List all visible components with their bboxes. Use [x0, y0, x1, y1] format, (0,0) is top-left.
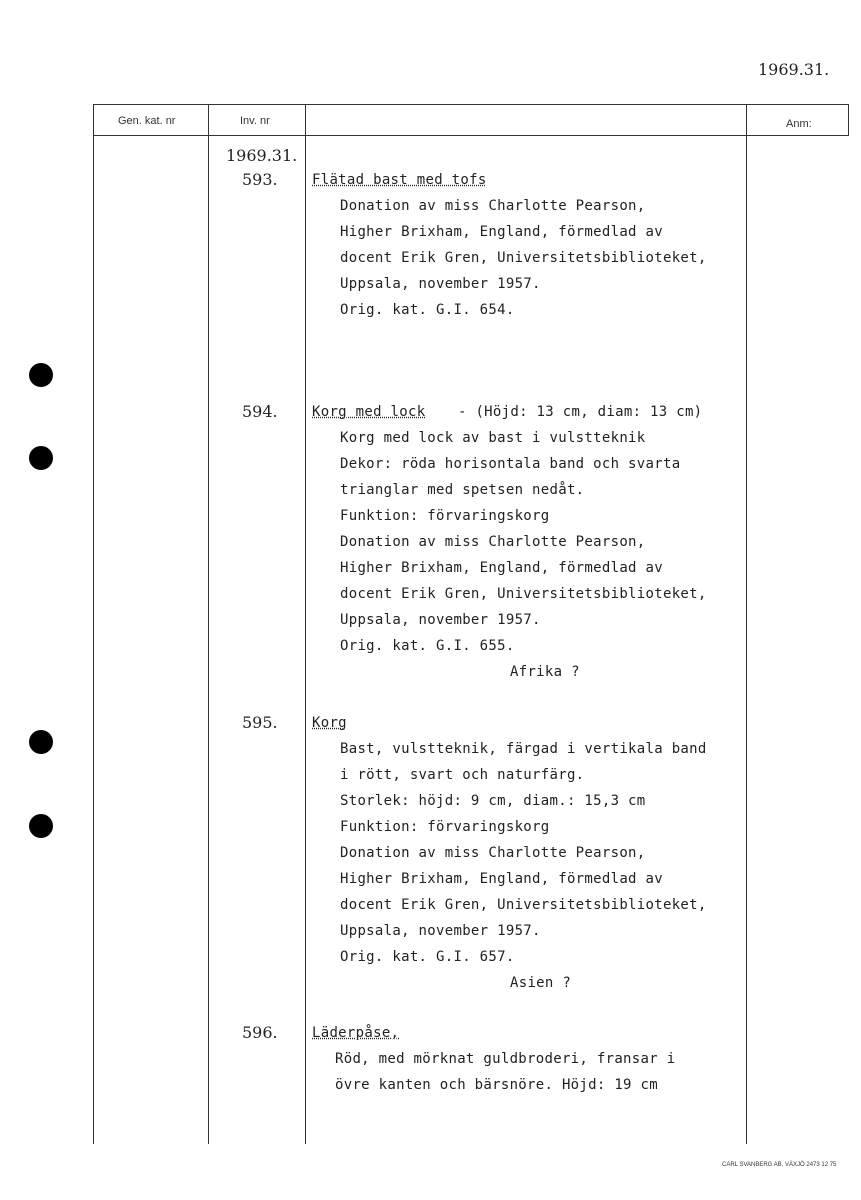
- entry-line: Donation av miss Charlotte Pearson,: [340, 845, 646, 861]
- header-inv-nr: Inv. nr: [240, 115, 270, 127]
- entry-line: docent Erik Gren, Universitetsbiblioteket,: [340, 897, 707, 913]
- entry-line: Donation av miss Charlotte Pearson,: [340, 534, 646, 550]
- entry-line: Higher Brixham, England, förmedlad av: [340, 224, 663, 240]
- inventory-number: 594.: [242, 402, 278, 421]
- entry-line: Uppsala, november 1957.: [340, 923, 541, 939]
- printer-footer: CARL SVANBERG AB, VÄXJÖ 2473 12 75: [722, 1162, 837, 1168]
- header-divider: [93, 135, 849, 136]
- entry-line: Uppsala, november 1957.: [340, 612, 541, 628]
- year-label: 1969.31.: [226, 146, 298, 165]
- entry-dimensions: - (Höjd: 13 cm, diam: 13 cm): [458, 404, 703, 420]
- table-top-border: [93, 104, 849, 105]
- entry-title: Korg med lock: [312, 404, 426, 420]
- entry-line: Bast, vulstteknik, färgad i vertikala band: [340, 741, 707, 757]
- entry-line: Röd, med mörknat guldbroderi, fransar i: [335, 1051, 676, 1067]
- entry-title: Korg: [312, 715, 347, 731]
- column-divider: [746, 104, 747, 1144]
- entry-line: Storlek: höjd: 9 cm, diam.: 15,3 cm: [340, 793, 646, 809]
- entry-line: Higher Brixham, England, förmedlad av: [340, 871, 663, 887]
- entry-line: Orig. kat. G.I. 657.: [340, 949, 515, 965]
- entry-line: docent Erik Gren, Universitetsbiblioteket,: [340, 250, 707, 266]
- entry-origin: Afrika ?: [510, 664, 580, 680]
- entry-line: Uppsala, november 1957.: [340, 276, 541, 292]
- entry-line: Dekor: röda horisontala band och svarta: [340, 456, 681, 472]
- entry-line: Funktion: förvaringskorg: [340, 508, 550, 524]
- entry-line: Orig. kat. G.I. 655.: [340, 638, 515, 654]
- entry-title: Flätad bast med tofs: [312, 172, 487, 188]
- entry-line: Korg med lock av bast i vulstteknik: [340, 430, 646, 446]
- column-divider: [93, 104, 94, 1144]
- entry-line: Orig. kat. G.I. 654.: [340, 302, 515, 318]
- entry-title: Läderpåse,: [312, 1025, 400, 1041]
- entry-line: trianglar med spetsen nedåt.: [340, 482, 585, 498]
- header-gen-kat-nr: Gen. kat. nr: [118, 115, 176, 127]
- entry-origin: Asien ?: [510, 975, 572, 991]
- page-reference: 1969.31.: [758, 60, 830, 79]
- entry-line: övre kanten och bärsnöre. Höjd: 19 cm: [335, 1077, 658, 1093]
- header-anm: Anm:: [786, 118, 812, 130]
- inventory-number: 593.: [242, 170, 278, 189]
- entry-line: Funktion: förvaringskorg: [340, 819, 550, 835]
- column-divider: [848, 104, 849, 136]
- entry-line: Higher Brixham, England, förmedlad av: [340, 560, 663, 576]
- entry-line: Donation av miss Charlotte Pearson,: [340, 198, 646, 214]
- punch-hole: [29, 814, 53, 838]
- entry-line: i rött, svart och naturfärg.: [340, 767, 585, 783]
- inventory-number: 596.: [242, 1023, 278, 1042]
- punch-hole: [29, 363, 53, 387]
- inventory-number: 595.: [242, 713, 278, 732]
- punch-hole: [29, 446, 53, 470]
- column-divider: [305, 104, 306, 1144]
- column-divider: [208, 104, 209, 1144]
- punch-hole: [29, 730, 53, 754]
- entry-line: docent Erik Gren, Universitetsbiblioteket,: [340, 586, 707, 602]
